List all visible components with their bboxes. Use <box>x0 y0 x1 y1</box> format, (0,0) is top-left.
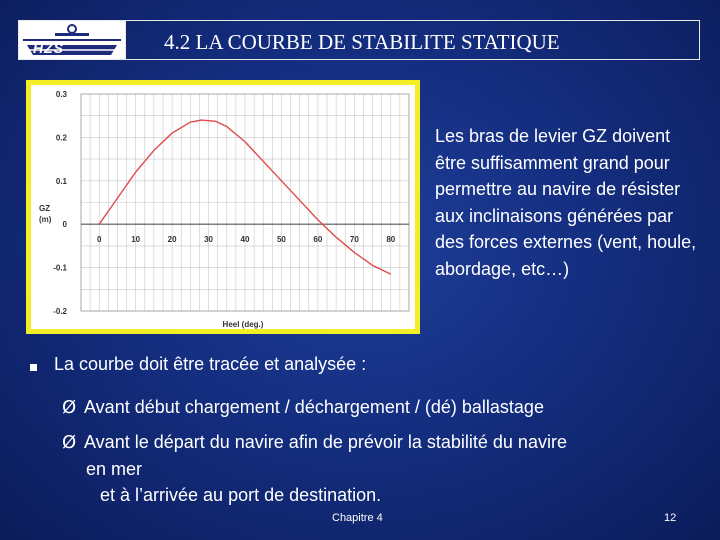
sub-bullet-2-text-line1: Avant le départ du navire afin de prévoir la stabilité du navire <box>84 432 567 452</box>
y-tick-label: -0.2 <box>53 307 67 316</box>
y-tick-label: 0.1 <box>55 176 67 186</box>
x-tick-label: 0 <box>96 235 102 245</box>
main-bullet-text: La courbe doit être tracée et analysée : <box>54 354 367 374</box>
x-tick-label: 70 <box>349 235 359 245</box>
sub-bullet-2-text-line3: et à l’arrivée au port de destination. <box>100 485 382 505</box>
slide-header <box>18 20 700 60</box>
y-axis-unit-label: (m) <box>39 215 52 225</box>
x-tick-label: 30 <box>204 235 214 245</box>
arrow-bullet-icon: Ø <box>62 397 77 418</box>
x-tick-label: 50 <box>276 235 286 245</box>
logo <box>19 21 126 59</box>
chart-frame <box>26 80 420 334</box>
square-bullet-icon <box>30 364 37 371</box>
sub-bullet-1 <box>62 394 544 421</box>
x-tick-label: 60 <box>313 235 323 245</box>
x-tick-label: 20 <box>167 235 177 245</box>
y-tick-label: 0.3 <box>55 90 67 99</box>
footer-page-number: 12 <box>664 512 677 524</box>
y-tick-label: 0.2 <box>55 133 67 143</box>
sub-bullet-1-text: Avant début chargement / déchargement / (dé) ballastage <box>84 397 544 417</box>
y-tick-label: -0.1 <box>53 263 67 273</box>
y-axis-label: GZ <box>39 204 51 214</box>
y-tick-label: 0 <box>62 220 67 230</box>
sub-bullet-2 <box>62 429 567 508</box>
gz-curve-chart <box>31 85 415 329</box>
x-tick-label: 40 <box>240 235 250 245</box>
explanation-text: Les bras de levier GZ doivent être suffisamment grand pour permettre au navire de résister aux inclinaisons générées par des forces externes (vent, houle, abordage, etc…) <box>435 126 697 279</box>
sub-bullet-2-text-line2: en mer <box>86 459 143 479</box>
arrow-bullet-icon: Ø <box>62 432 77 453</box>
x-axis-label: Heel (deg.) <box>222 320 264 329</box>
logo-text: HZS <box>33 40 64 56</box>
chart-area <box>31 85 415 329</box>
footer-chapter: Chapitre 4 <box>332 512 383 524</box>
x-tick-label: 10 <box>131 235 141 245</box>
slide-title: 4.2 LA COURBE DE STABILITE STATIQUE <box>164 30 560 54</box>
x-tick-label: 80 <box>386 235 396 245</box>
